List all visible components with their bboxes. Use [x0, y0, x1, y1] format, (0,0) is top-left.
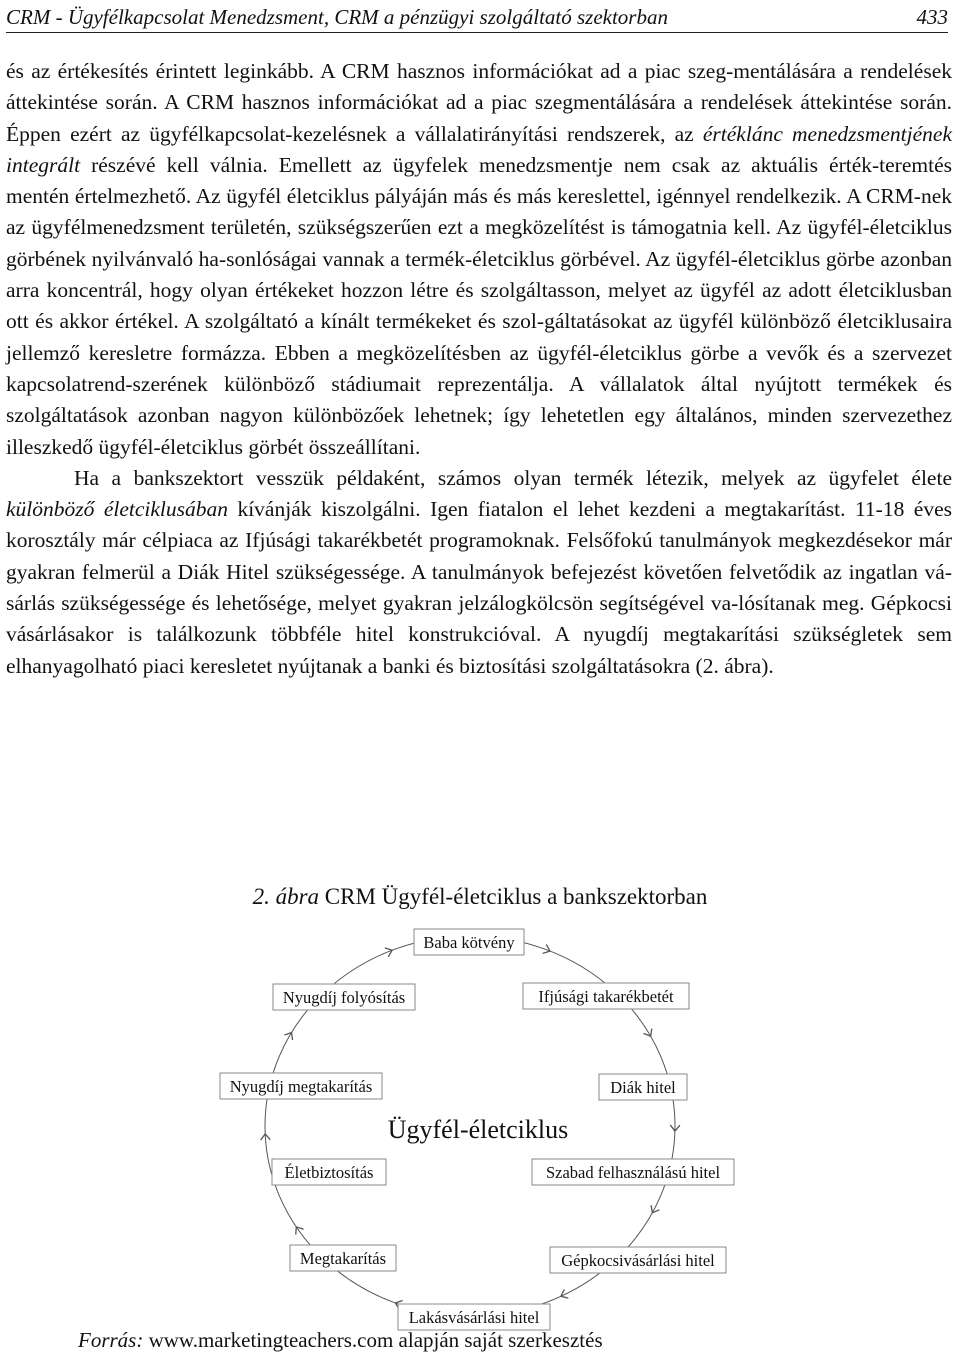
figure-source — [78, 1328, 603, 1353]
lifecycle-arrow — [284, 1032, 292, 1040]
lifecycle-diagram — [0, 876, 960, 1356]
lifecycle-node-label: Nyugdíj folyósítás — [282, 988, 406, 1007]
lifecycle-node-label: Szabad felhasználású hitel — [545, 1163, 721, 1182]
running-header — [6, 4, 948, 33]
lifecycle-node-label: Diák hitel — [610, 1078, 676, 1097]
paragraph-1-text-b: részévé kell válnia. Emellett az ügyfelek menedzsmentje nem csak az aktuális érték-teremtés mentén értelmezhető. Az ügyfél életciklus pályáján más és más kereslettel, igénnyel rendelkezik. A CRM-nek az ügyfélmenedzsment területén, szükségszerűen ezt a megközelítést is támogatnia kell. Az ügyfél-életciklus görbének nyilvánvaló ha-sonlóságai vannak a termék-életciklus görbével. Az ügyfél-életciklus görbe azonban arra koncentrál, hogy olyan értékeket hozzon létre és szolgáltasson, melyet az ügyfél az adott életciklusban ott és akkor értékel. A szolgáltató a kínált termékeket és szol-gáltatásokat az ügyfél különböző életciklusaira jellemző keresletre formázza. Ebben a megközelítésben az ügyfél-életciklus görbe a vevők és a szervezet kapcsolatrend-szerének különböző stádiumait reprezentálja. A vállalatok által nyújtott termékek és szolgáltatások azonban nagyon különbözőek lehetnek; így lehetetlen egy általános, minden szervezethez illeszkedő ügyfél-életciklus görbét összeállítani. — [6, 152, 952, 459]
figure-caption-label: 2. ábra — [252, 884, 320, 909]
page-number: 433 — [916, 5, 948, 29]
lifecycle-node-label: Megtakarítás — [299, 1249, 387, 1268]
paragraph-1 — [6, 56, 952, 463]
lifecycle-node-label: Életbiztosítás — [284, 1163, 374, 1182]
body-text — [6, 56, 952, 682]
lifecycle-node-label: Lakásvásárlási hitel — [408, 1308, 540, 1327]
paragraph-1-emphasis: értéklánc menedzsmentjének integrált — [6, 121, 952, 177]
paragraph-2-emphasis: különböző életciklusában — [6, 497, 229, 522]
source-text: www.marketingteachers.com alapján saját szerkesztés — [143, 1328, 603, 1352]
lifecycle-node-label: Baba kötvény — [423, 933, 515, 952]
running-header-title: CRM - Ügyfélkapcsolat Menedzsment, CRM a pénzügyi szolgáltató szektorban — [6, 5, 668, 29]
paragraph-2-text-a: Ha a bankszektort vesszük példaként, számos olyan termék létezik, melyek az ügyfelet élete — [74, 465, 952, 490]
lifecycle-node-label: Nyugdíj megtakarítás — [229, 1077, 373, 1096]
paragraph-2-text-b: kívánják kiszolgálni. Igen fiatalon el lehet kezdeni a megtakarítást. 11-18 éves korosztály már célpiaca az Ifjúsági takarékbetét programoknak. Felsőfokú tanulmányok megkezdésekor már gyakran felmerül a Diák Hitel szükségessége. A tanulmányok befejezést követően felvetődik az ingatlan vá-sárlás szükségessége és lehetősége, melyet gyakran jelzálogkölcsön segítségével va-lósítanak meg. Gépkocsi vásárlásakor is találkozunk többféle hitel konstrukcióval. A nyugdíj megtakarítási szükségletek sem elhanyagolható piaci keresletet nyújtanak a banki és biztosítási szolgáltatásokra (2. ábra). — [6, 497, 952, 678]
paragraph-2 — [6, 463, 952, 682]
source-label: Forrás: — [78, 1328, 144, 1352]
figure-lifecycle — [0, 876, 960, 1356]
paragraph-1-text-a: és az értékesítés érintett leginkább. A CRM hasznos információkat ad a piac szeg-mentálására a rendelések áttekintése során. A CRM hasznos információkat ad a piac szegmentálására a rendelések áttekintése során. Éppen ezért az ügyfélkapcsolat-kezelésnek a vállalatirányítási rendszerek, az — [6, 59, 952, 146]
lifecycle-center-label: Ügyfél-életciklus — [387, 1115, 569, 1144]
lifecycle-node-label: Ifjúsági takarékbetét — [538, 987, 674, 1006]
lifecycle-arrow — [643, 1029, 651, 1037]
lifecycle-node-label: Gépkocsivásárlási hitel — [561, 1251, 715, 1270]
figure-caption-text: CRM Ügyfél-életciklus a bankszektorban — [319, 884, 708, 909]
